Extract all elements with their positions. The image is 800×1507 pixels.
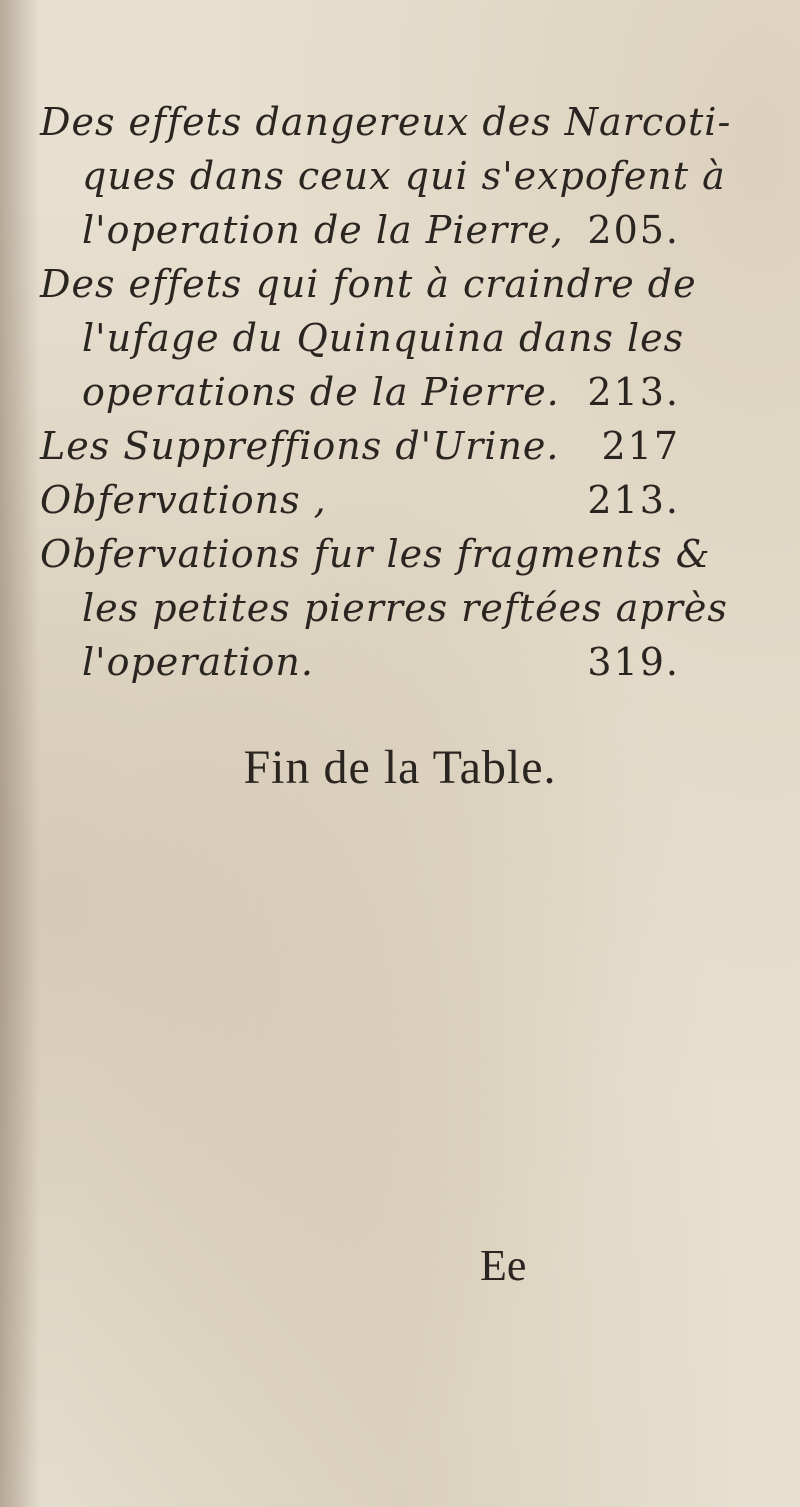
page-number: 319. (587, 640, 680, 684)
closing-line: Fin de la Table. (243, 741, 557, 794)
entry-line: Les Suppreffions d'Urine. 217 (40, 419, 680, 473)
entry-line: l'ufage du Quinquina dans les (82, 316, 685, 360)
entry-line: operations de la Pierre. 213. (40, 365, 680, 419)
table-entry (40, 419, 680, 473)
table-entry (40, 473, 680, 527)
table-entry (40, 95, 732, 257)
entry-line: les petites pierres reftées après (82, 586, 728, 630)
entry-line: Obfervations , 213. (40, 473, 680, 527)
page-number: 213. (587, 478, 680, 522)
page-number: 217 (601, 424, 680, 468)
signature-mark: Ee (480, 1241, 527, 1290)
table-entry (40, 527, 728, 689)
entry-line: Des effets dangereux des Narcoti- (40, 100, 732, 144)
entry-line: Des effets qui font à craindre de (40, 262, 697, 306)
table-entry (40, 257, 697, 419)
entry-line: ques dans ceux qui s'expofent à (82, 154, 726, 198)
entry-line: Obfervations fur les fragments & (40, 532, 711, 576)
page-number: 213. (587, 370, 680, 414)
page-number: 205. (587, 208, 680, 252)
entry-line: l'operation. 319. (40, 635, 680, 689)
entry-line: l'operation de la Pierre, 205. (40, 203, 680, 257)
